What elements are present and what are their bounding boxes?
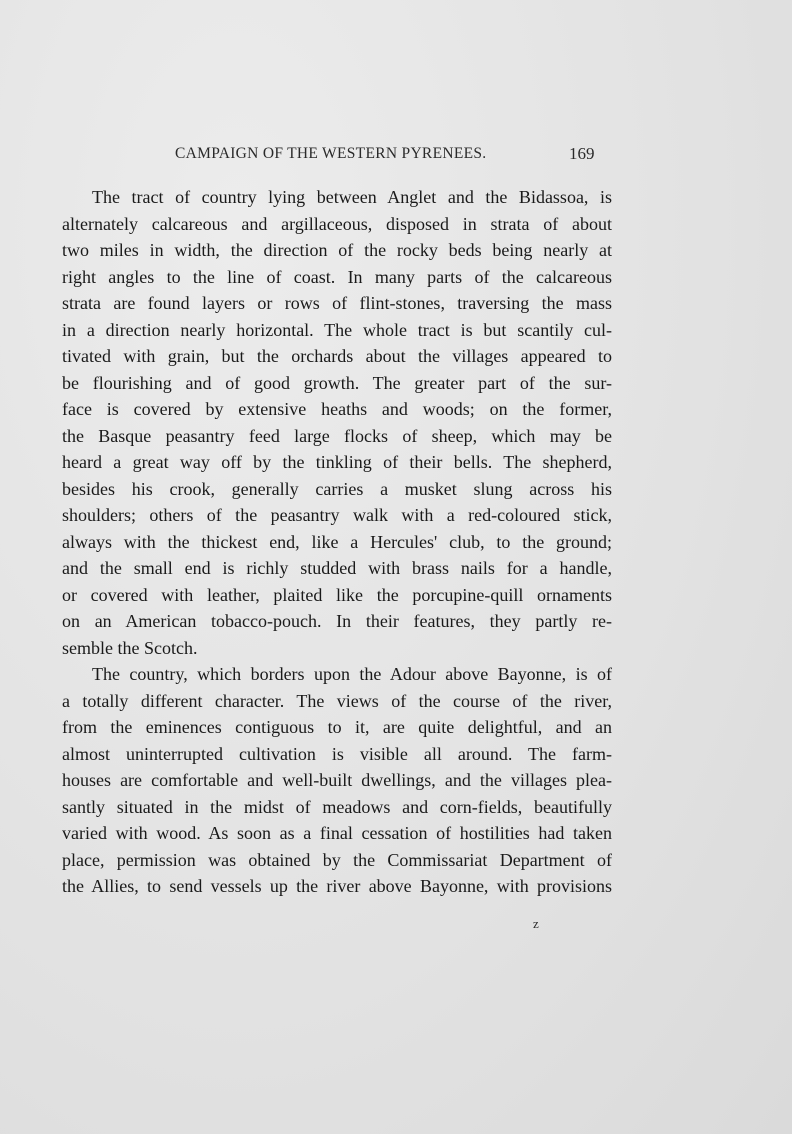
paragraph <box>62 661 612 900</box>
text-line: always with the thickest end, like a Hercules' club, to the ground; <box>62 531 612 552</box>
text-line: santly situated in the midst of meadows and corn-fields, beautifully <box>62 796 612 817</box>
text-line: the Basque peasantry feed large flocks of sheep, which may be <box>62 425 612 446</box>
running-head: CAMPAIGN OF THE WESTERN PYRENEES. <box>175 145 487 162</box>
text-line: in a direction nearly horizontal. The whole tract is but scantily cul- <box>62 319 612 340</box>
text-line: two miles in width, the direction of the rocky beds being nearly at <box>62 240 612 260</box>
text-line: almost uninterrupted cultivation is visible all around. The farm- <box>62 743 612 764</box>
text-line: varied with wood. As soon as a final cessation of hostilities had taken <box>62 823 612 843</box>
signature-mark: z <box>533 916 539 931</box>
body-text <box>62 184 612 900</box>
text-line: tivated with grain, but the orchards about the villages appeared to <box>62 346 612 366</box>
text-line: strata are found layers or rows of flint-stones, traversing the mass <box>62 293 612 313</box>
text-line: from the eminences contiguous to it, are quite delightful, and an <box>62 717 612 737</box>
text-line: The country, which borders upon the Adour above Bayonne, is of <box>92 664 612 684</box>
text-line: a totally different character. The views of the course of the river, <box>62 690 612 711</box>
text-line: shoulders; others of the peasantry walk with a red-coloured stick, <box>62 505 612 525</box>
text-line: alternately calcareous and argillaceous, disposed in strata of about <box>62 213 612 234</box>
text-line: besides his crook, generally carries a musket slung across his <box>62 478 612 499</box>
text-line: heard a great way off by the tinkling of their bells. The shepherd, <box>62 452 612 472</box>
page-number: 169 <box>569 144 595 163</box>
text-line: and the small end is richly studded with brass nails for a handle, <box>62 558 612 578</box>
text-line: the Allies, to send vessels up the river above Bayonne, with provisions <box>62 876 612 896</box>
text-line: semble the Scotch. <box>62 637 198 658</box>
text-line: houses are comfortable and well-built dwellings, and the villages plea- <box>62 770 612 790</box>
text-line: place, permission was obtained by the Commissariat Department of <box>62 849 612 870</box>
text-line: face is covered by extensive heaths and woods; on the former, <box>62 399 612 419</box>
text-line: on an American tobacco-pouch. In their features, they partly re- <box>62 611 612 631</box>
text-line: or covered with leather, plaited like the porcupine-quill ornaments <box>62 584 612 605</box>
paragraph <box>62 184 612 661</box>
text-line: The tract of country lying between Anglet and the Bidassoa, is <box>92 187 612 207</box>
text-line: be flourishing and of good growth. The greater part of the sur- <box>62 372 612 393</box>
text-line: right angles to the line of coast. In many parts of the calcareous <box>62 266 612 287</box>
